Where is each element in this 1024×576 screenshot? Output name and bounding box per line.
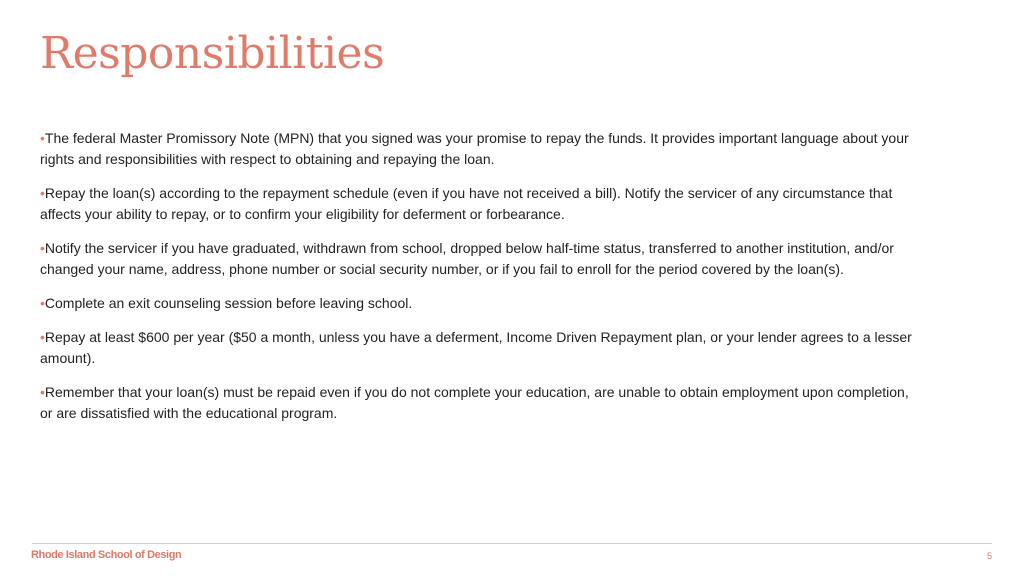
bullet-text: Complete an exit counseling session before leaving school. [44,295,413,311]
list-item [40,238,920,280]
list-item [40,293,920,314]
list-item [40,327,920,369]
footer-divider [32,543,992,544]
bullet-marker: • [40,240,45,256]
bullet-marker: • [40,185,45,201]
bullet-marker: • [40,329,45,345]
slide-title: Responsibilities [40,28,385,79]
bullet-text: The federal Master Promissory Note (MPN) that you signed was your promise to repay the funds. It provides important language about your rights and responsibilities with respect to obtaining and repaying the loan. [40,130,909,167]
bullet-text: Notify the servicer if you have graduated, withdrawn from school, dropped below half-time status, transferred to another institution, and/or changed your name, address, phone number or social security number, or if you fail to enroll for the period covered by the loan(s). [40,240,894,277]
list-item [40,382,920,424]
bullet-text: Remember that your loan(s) must be repaid even if you do not complete your education, are unable to obtain employment upon completion, or are dissatisfied with the educational program. [40,384,909,421]
bullet-text: Repay at least $600 per year ($50 a month, unless you have a deferment, Income Driven Repayment plan, or your lender agrees to a lesser amount). [40,329,912,366]
list-item [40,128,920,170]
bullet-marker: • [40,130,45,146]
bullet-marker: • [40,295,45,311]
list-item [40,183,920,225]
footer-logo: Rhode Island School of Design [31,549,182,561]
bullet-text: Repay the loan(s) according to the repayment schedule (even if you have not received a bill). Notify the servicer of any circumstance that affects your ability to repay, or to confirm your eligibility for deferment or forbearance. [40,185,893,222]
bullet-marker: • [40,384,45,400]
page-number: 5 [986,551,992,561]
bullet-list [40,128,920,437]
